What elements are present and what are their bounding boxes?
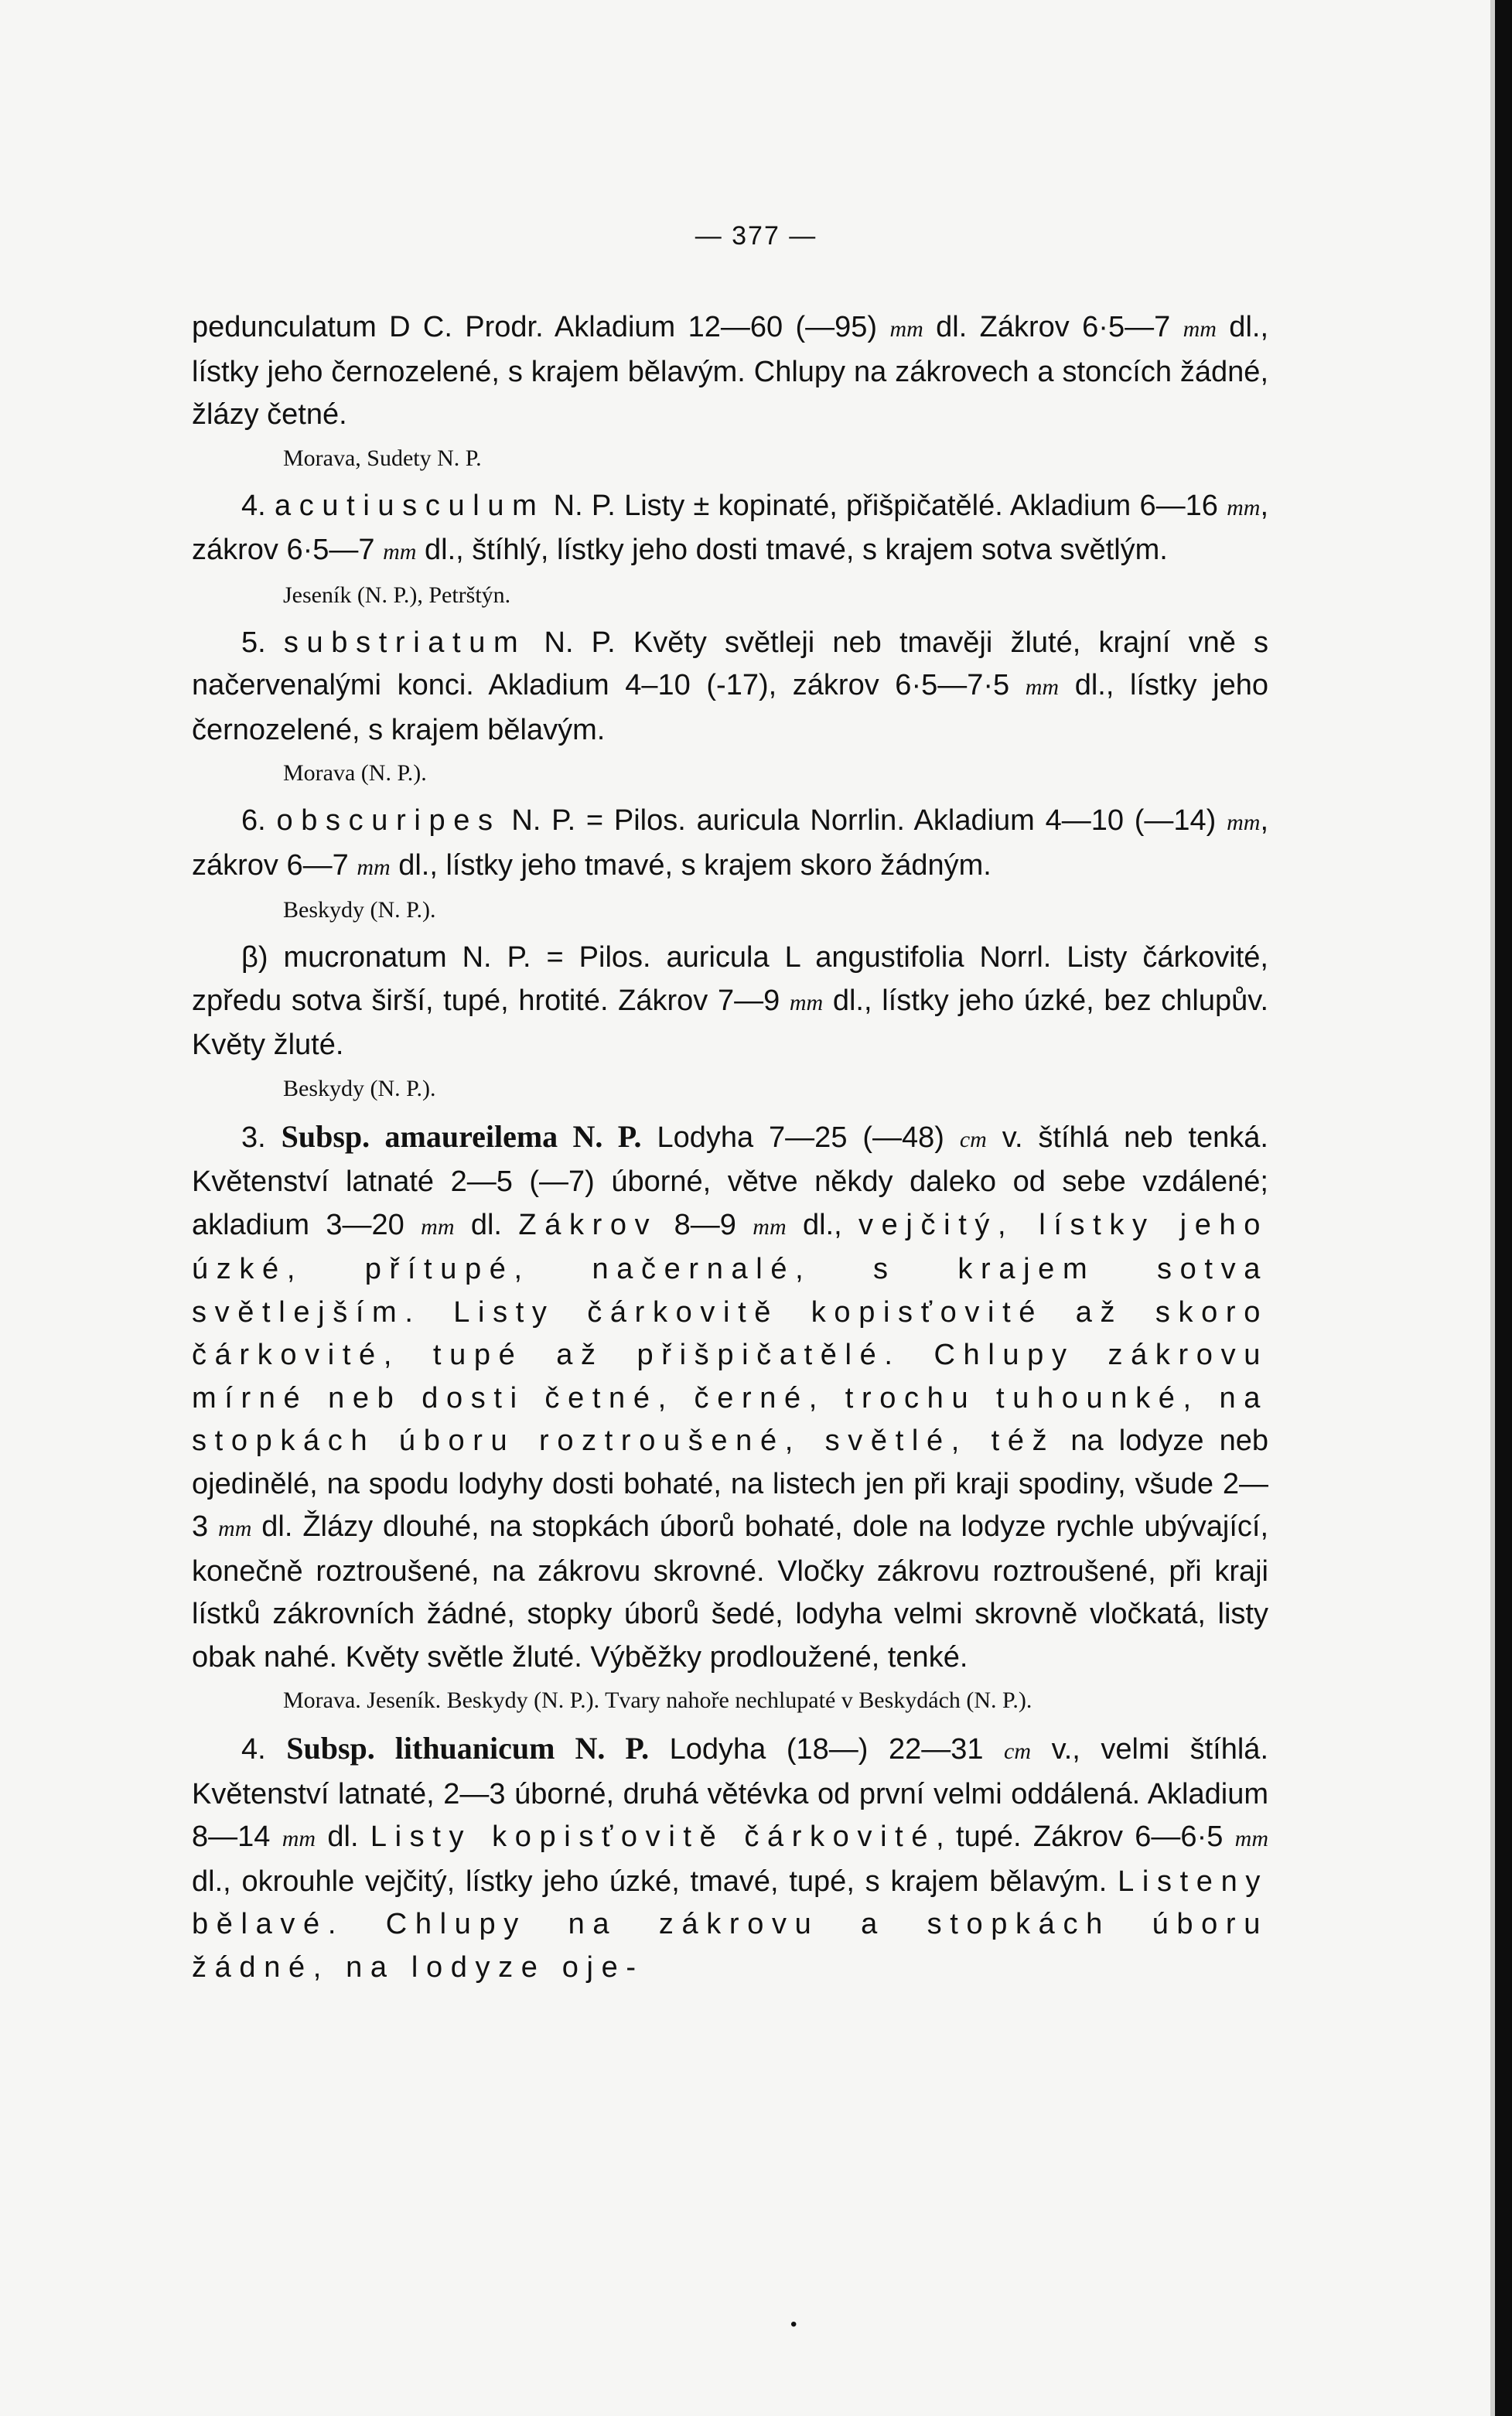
item-number: 4. bbox=[241, 1733, 287, 1766]
spaced-description: Listeny bělavé. Chlupy na zákrovu a stopkách úboru žádné, na lodyze oje- bbox=[192, 1865, 1268, 1984]
paragraph-lithuanicum bbox=[192, 1727, 1268, 1989]
page-edge bbox=[1495, 0, 1512, 2416]
locality-1: Morava, Sudety N. P. bbox=[283, 445, 482, 471]
text: dl., štíhlý, lístky jeho dosti tmavé, s krajem sotva světlým. bbox=[416, 534, 1168, 566]
text: Lodyha (18—) 22—31 bbox=[649, 1733, 1005, 1766]
paragraph-acutiusculum bbox=[192, 485, 1268, 574]
locality-5: Beskydy (N. P.). bbox=[283, 1075, 436, 1101]
paragraph-mucronatum bbox=[192, 937, 1268, 1067]
unit: mm bbox=[1227, 494, 1261, 520]
text: na lodyze neb ojedinělé, na spodu lodyhy dosti bohaté, na listech jen při kraji spodiny, všude 2—3 bbox=[192, 1425, 1269, 1543]
locality-3: Morava (N. P.). bbox=[283, 760, 427, 786]
text: dl., lístky jeho tmavé, s krajem skoro žádným. bbox=[390, 848, 992, 882]
unit: mm bbox=[1183, 316, 1217, 342]
locality-2: Jeseník (N. P.), Petrštýn. bbox=[283, 582, 511, 608]
text: dl. Zákrov 6·5—7 bbox=[923, 311, 1183, 343]
text: dl. bbox=[316, 1821, 370, 1853]
text: N. P. Květy světleji neb tmavěji žluté, krajní vně s načervenalými konci. Akladium 4–10 (-17), zákrov 6·5—7·5 bbox=[192, 626, 1269, 701]
unit: mm bbox=[1025, 674, 1060, 700]
paragraph-obscuripes bbox=[192, 800, 1268, 889]
unit: mm bbox=[282, 1826, 316, 1851]
text: v. štíhlá neb tenká. Květenství latnaté 2—5 (—7) úborné, větve někdy daleko od sebe vzdálené; akladium 3—20 bbox=[192, 1121, 1268, 1241]
text: dl. bbox=[454, 1208, 519, 1241]
locality-6: Morava. Jeseník. Beskydy (N. P.). Tvary nahoře nechlupaté v Beskydách (N. P.). bbox=[283, 1687, 1032, 1713]
unit: mm bbox=[357, 854, 391, 880]
unit: mm bbox=[1234, 1826, 1269, 1851]
item-number: 4. bbox=[241, 489, 275, 522]
unit: mm bbox=[789, 989, 824, 1015]
text: 8—9 bbox=[657, 1208, 753, 1241]
text: pedunculatum D C. Prodr. Akladium 12—60 (—95) bbox=[192, 311, 890, 343]
text: , zákrov 6·5—7 bbox=[192, 489, 1268, 566]
taxon-name: acutiusculum bbox=[274, 489, 545, 522]
unit: mm bbox=[383, 539, 417, 565]
text: dl., okrouhle vejčitý, lístky jeho úzké, tmavé, tupé, s krajem bělavým. bbox=[192, 1865, 1118, 1898]
text: β) mucronatum N. P. = Pilos. auricula L angustifolia Norrl. Listy čárkovité, zpředu sotva širší, tupé, hrotité. Zákrov 7—9 bbox=[192, 941, 1268, 1017]
spaced-term: Listy kopisťovitě čárkovité bbox=[370, 1821, 937, 1853]
text: v., velmi štíhlá. Květenství latnaté, 2—3 úborné, druhá větévka od první velmi oddálená. Akladium 8—14 bbox=[192, 1733, 1268, 1853]
paragraph-amaureilema bbox=[192, 1115, 1268, 1680]
page-number: — 377 — bbox=[695, 221, 817, 251]
text: Lodyha 7—25 (—48) bbox=[641, 1121, 960, 1154]
locality-4: Beskydy (N. P.). bbox=[283, 897, 436, 923]
item-number: 5. bbox=[241, 626, 284, 659]
subspecies-heading: Subsp. lithuanicum N. P. bbox=[286, 1731, 650, 1766]
text: dl., lístky jeho černozelené, s krajem bělavým. Chlupy na zákrovech a stoncích žádné, žlázy četné. bbox=[192, 311, 1268, 431]
spaced-term: Zákrov bbox=[518, 1208, 658, 1241]
item-number: 3. bbox=[241, 1121, 282, 1154]
paragraph-pedunculatum bbox=[192, 306, 1268, 437]
spaced-description: vejčitý, lístky jeho úzké, přítupé, načernalé, s krajem sotva světlejším. Listy čárkovitě kopisťovité až skoro čárkovité, tupé až přišpičatělé. Chlupy zákrovu mírné neb dosti četné, černé, trochu tuhounké, na stopkách úboru roztroušené, světlé, též bbox=[192, 1208, 1269, 1457]
unit: mm bbox=[1227, 810, 1261, 835]
page-body bbox=[192, 306, 1268, 1989]
text: dl., lístky jeho úzké, bez chlupův. Květy žluté. bbox=[192, 984, 1268, 1061]
unit: mm bbox=[421, 1213, 455, 1240]
footer-mark: • bbox=[790, 2314, 797, 2335]
paragraph-substriatum bbox=[192, 622, 1268, 752]
unit: mm bbox=[218, 1516, 252, 1541]
unit: cm bbox=[1004, 1739, 1032, 1764]
text: , tupé. Zákrov 6—6·5 bbox=[936, 1821, 1235, 1853]
text: N. P. Listy ± kopinaté, přišpičatělé. Akladium 6—16 bbox=[544, 489, 1227, 522]
text: dl., lístky jeho černozelené, s krajem bělavým. bbox=[192, 669, 1269, 746]
taxon-name: substriatum bbox=[283, 626, 527, 659]
subspecies-heading: Subsp. amaureilema N. P. bbox=[281, 1118, 642, 1154]
unit: mm bbox=[889, 316, 923, 342]
unit: cm bbox=[959, 1126, 987, 1152]
text: dl., bbox=[786, 1208, 858, 1241]
text: , zákrov 6—7 bbox=[192, 804, 1269, 882]
item-number: 6. bbox=[241, 804, 277, 837]
taxon-name: obscuripes bbox=[276, 804, 501, 837]
text: N. P. = Pilos. auricula Norrlin. Akladium 4—10 (—14) bbox=[500, 804, 1227, 837]
unit: mm bbox=[753, 1213, 787, 1240]
text: dl. Žlázy dlouhé, na stopkách úborů bohaté, dole na lodyze rychle ubývající, konečně roztroušené, na zákrovu skrovné. Vločky zákrovu roztroušené, při kraji lístků zákrovních žádné, stopky úborů šedé, lodyha velmi skrovně vločkatá, listy obak nahé. Květy světle žluté. Výběžky prodloužené, tenké. bbox=[192, 1510, 1268, 1674]
